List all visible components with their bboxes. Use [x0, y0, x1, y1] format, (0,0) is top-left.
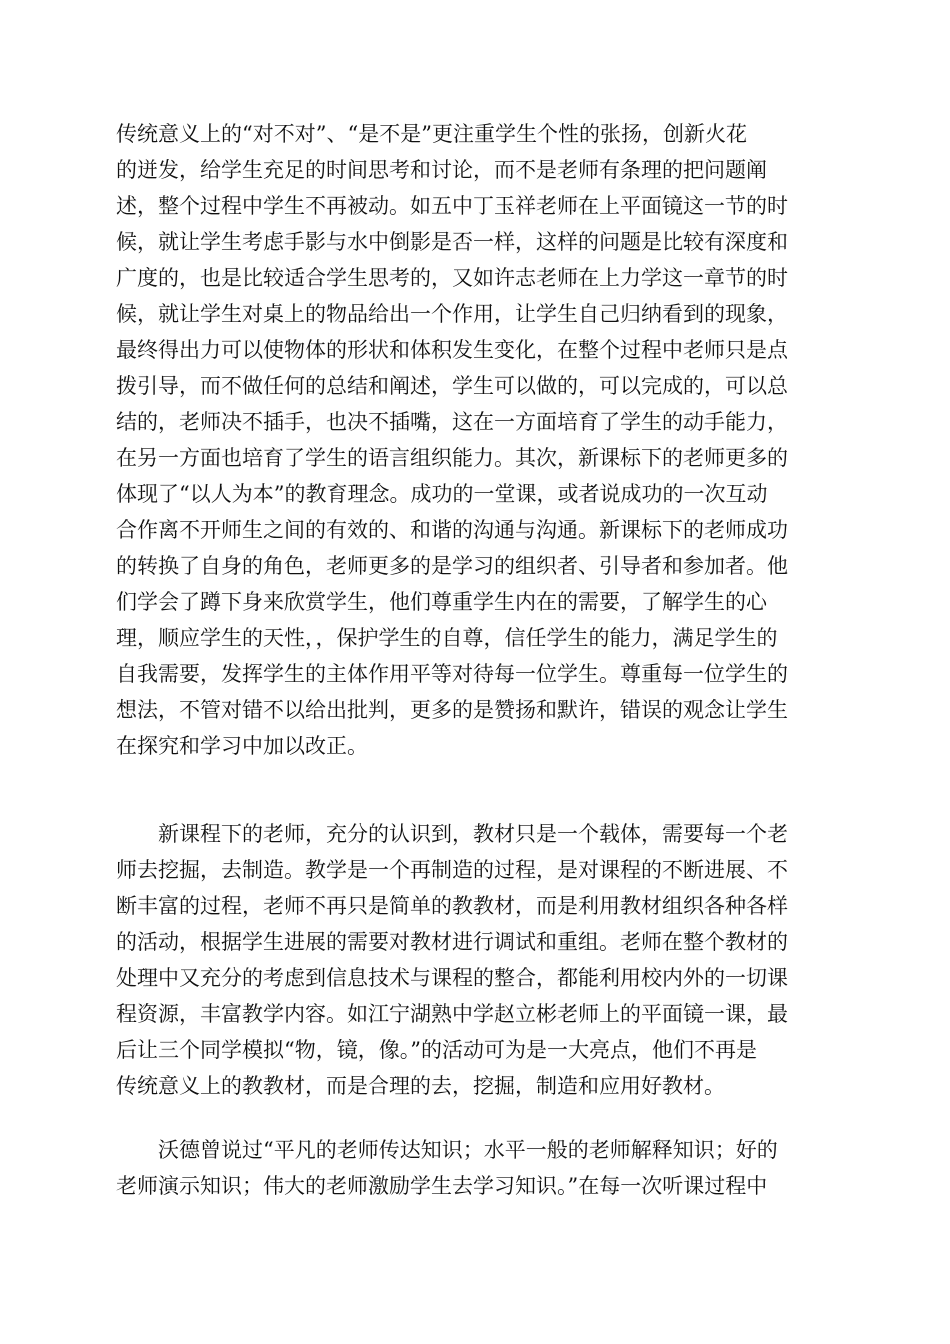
paragraph-1-line-11: 体现了“以人为本”的教育理念。成功的一堂课，或者说成功的一次互动: [116, 482, 768, 506]
paragraph-1-line-7: 最终得出力可以使物体的形状和体积发生变化，在整个过程中老师只是点: [116, 338, 788, 362]
paragraph-1-line-13: 的转换了自身的角色，老师更多的是学习的组织者、引导者和参加者。他: [116, 554, 788, 578]
paragraph-2-line-1: 新课程下的老师，充分的认识到，教材只是一个载体，需要每一个老: [158, 822, 788, 846]
paragraph-1-line-9: 结的，老师决不插手，也决不插嘴，这在一方面培育了学生的动手能力，: [116, 410, 788, 434]
paragraph-2-line-6: 程资源，丰富教学内容。如江宁湖熟中学赵立彬老师上的平面镜一课，最: [116, 1002, 788, 1026]
paragraph-1-line-3: 述，整个过程中学生不再被动。如五中丁玉祥老师在上平面镜这一节的时: [116, 194, 788, 218]
paragraph-3-line-1: 沃德曾说过“平凡的老师传达知识；水平一般的老师解释知识；好的: [158, 1138, 778, 1162]
paragraph-1-line-15: 理，顺应学生的天性，，保护学生的自尊，信任学生的能力，满足学生的: [116, 626, 778, 650]
paragraph-1-line-14: 们学会了蹲下身来欣赏学生，他们尊重学生内在的需要，了解学生的心: [116, 590, 767, 614]
paragraph-1-line-2: 的迸发，给学生充足的时间思考和讨论，而不是老师有条理的把问题阐: [116, 158, 767, 182]
paragraph-1-line-1: 传统意义上的“对不对”、“是不是”更注重学生个性的张扬，创新火花: [116, 122, 747, 146]
paragraph-1: [116, 116, 836, 764]
paragraph-3-line-2: 老师演示知识；伟大的老师激励学生去学习知识。”在每一次听课过程中: [116, 1174, 768, 1198]
paragraph-2-line-2: 师去挖掘，去制造。教学是一个再制造的过程，是对课程的不断进展、不: [116, 858, 788, 882]
paragraph-1-line-4: 候，就让学生考虑手影与水中倒影是否一样，这样的问题是比较有深度和: [116, 230, 788, 254]
paragraph-1-line-6: 候，就让学生对桌上的物品给出一个作用，让学生自己归纳看到的现象，: [116, 302, 788, 326]
paragraph-1-line-12: 合作离不开师生之间的有效的、和谐的沟通与沟通。新课标下的老师成功: [116, 518, 788, 542]
paragraph-3: [116, 1132, 836, 1204]
paragraph-1-line-17: 想法，不管对错不以给出批判，更多的是赞扬和默许，错误的观念让学生: [116, 698, 788, 722]
paragraph-2: [116, 816, 836, 1104]
paragraph-2-line-8: 传统意义上的教教材，而是合理的去，挖掘，制造和应用好教材。: [116, 1074, 725, 1098]
paragraph-2-line-4: 的活动，根据学生进展的需要对教材进行调试和重组。老师在整个教材的: [116, 930, 788, 954]
paragraph-1-line-16: 自我需要，发挥学生的主体作用平等对待每一位学生。尊重每一位学生的: [116, 662, 788, 686]
paragraph-1-line-8: 拨引导，而不做任何的总结和阐述，学生可以做的，可以完成的，可以总: [116, 374, 788, 398]
paragraph-2-line-7: 后让三个同学模拟“物，镜，像。”的活动可为是一大亮点，他们不再是: [116, 1038, 757, 1062]
paragraph-1-line-18: 在探究和学习中加以改正。: [116, 734, 368, 758]
paragraph-2-line-5: 处理中又充分的考虑到信息技术与课程的整合，都能利用校内外的一切课: [116, 966, 788, 990]
paragraph-1-line-10: 在另一方面也培育了学生的语言组织能力。其次，新课标下的老师更多的: [116, 446, 788, 470]
paragraph-2-line-3: 断丰富的过程，老师不再只是简单的教教材，而是利用教材组织各种各样: [116, 894, 788, 918]
paragraph-1-line-5: 广度的，也是比较适合学生思考的，又如许志老师在上力学这一章节的时: [116, 266, 788, 290]
